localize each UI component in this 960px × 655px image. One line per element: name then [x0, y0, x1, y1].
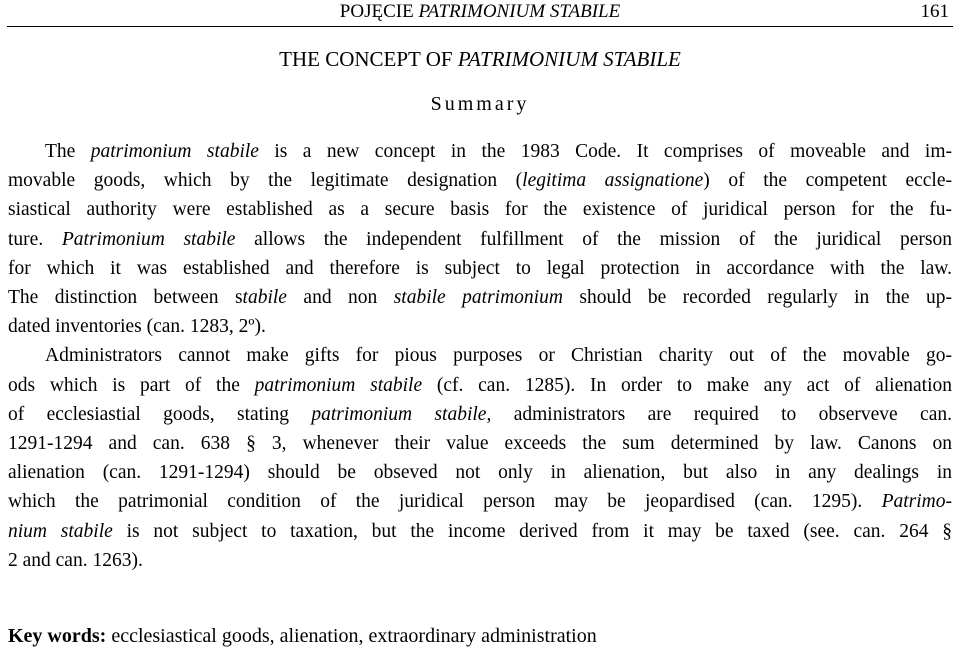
- keywords-label: Key words:: [8, 625, 107, 647]
- text-line: [8, 166, 952, 195]
- text-segment: ods which is part of the: [8, 374, 255, 396]
- italic-term: legitima assignatione: [522, 170, 704, 192]
- text-line: [8, 137, 952, 166]
- article-title: [0, 47, 960, 72]
- italic-term: stabile patrimonium: [393, 287, 563, 309]
- keywords: [8, 625, 597, 648]
- text-segment: alienation (can. 1291-1294) should be obseved not only in alienation, but also in any dealings in: [8, 462, 952, 484]
- text-segment: which the patrimonial condition of the juridical person may be jeopardised (can. 1295).: [8, 491, 882, 513]
- text-line: [8, 400, 952, 429]
- text-line: [8, 283, 952, 312]
- text-segment: dated inventories (can. 1283, 2º).: [8, 316, 266, 338]
- running-title: [7, 1, 953, 23]
- text-segment: 2 and can. 1263).: [8, 549, 143, 571]
- text-line: [8, 254, 952, 283]
- running-header: [7, 0, 953, 27]
- italic-term: nium stabile: [8, 520, 113, 542]
- text-line: [8, 225, 952, 254]
- italic-term: Patrimo-: [881, 491, 952, 513]
- text-line: [8, 487, 952, 516]
- page-number: 161: [920, 1, 949, 22]
- text-segment: The distinction between s: [8, 287, 243, 309]
- italic-term: tabile: [242, 287, 287, 309]
- text-segment: movable goods, which by the legitimate designation (: [8, 170, 523, 192]
- text-segment: Administrators cannot make gifts for pious purposes or Christian charity out of the movable go-: [45, 345, 952, 367]
- text-segment: is not subject to taxation, but the income derived from it may be taxed (see. can. 264 §: [112, 520, 953, 542]
- text-segment: and non: [286, 287, 394, 309]
- text-line: [8, 341, 952, 370]
- text-segment: is a new concept in the 1983 Code. It comprises of moveable and im-: [258, 141, 952, 162]
- text-segment: ture.: [8, 228, 62, 250]
- text-segment: of ecclesiastial goods, stating: [8, 403, 312, 425]
- text-segment: ) of the competent eccle-: [703, 170, 952, 192]
- running-title-italic: PATRIMONIUM STABILE: [418, 1, 621, 22]
- text-segment: 1291-1294 and can. 638 § 3, whenever their value exceeds the sum determined by law. Canons on: [8, 433, 952, 455]
- text-segment: , administrators are required to observeve can.: [486, 403, 952, 425]
- text-line: [8, 546, 952, 575]
- text-segment: siastical authority were established as a secure basis for the existence of juridical person for the fu-: [8, 199, 952, 221]
- text-line: [8, 429, 952, 458]
- text-line: [8, 517, 952, 546]
- text-line: [8, 312, 952, 341]
- text-line: [8, 195, 952, 224]
- italic-term: Patrimonium stabile: [61, 228, 236, 250]
- text-segment: should be recorded regularly in the up-: [562, 287, 953, 309]
- italic-term: patrimonium stabile: [311, 403, 487, 425]
- keywords-text: ecclesiastical goods, alienation, extraordinary administration: [106, 625, 597, 647]
- text-segment: for which it was established and therefore is subject to legal protection in accordance with the law.: [8, 257, 952, 279]
- italic-term: patrimonium stabile: [254, 374, 423, 396]
- summary-heading: Summary: [430, 93, 530, 115]
- article-title-prefix: THE CONCEPT OF: [279, 47, 453, 71]
- summary-body: [8, 137, 952, 575]
- running-title-word: POJĘCIE: [339, 1, 419, 22]
- text-line: [8, 458, 952, 487]
- text-segment: allows the independent fulfillment of the mission of the juridical person: [235, 228, 952, 250]
- text-line: [8, 371, 952, 400]
- italic-term: patrimonium stabile: [90, 141, 259, 162]
- text-segment: The: [45, 141, 91, 162]
- text-segment: (cf. can. 1285). In order to make any act of alienation: [422, 374, 952, 396]
- article-title-italic: PATRIMONIUM STABILE: [457, 47, 681, 71]
